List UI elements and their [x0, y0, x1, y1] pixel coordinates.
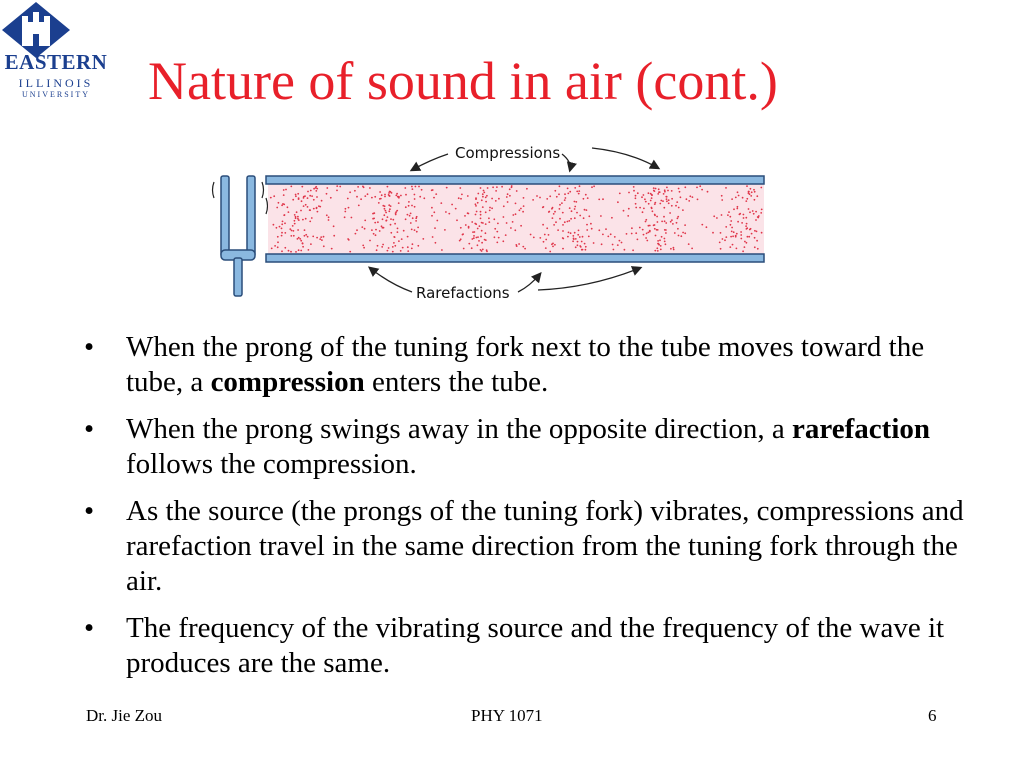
tube-top-wall	[266, 176, 764, 184]
bullet-item: • The frequency of the vibrating source and the frequency of the wave it produces are the same.	[84, 611, 964, 681]
air-column	[268, 184, 764, 254]
logo-subtitle-illinois: ILLINOIS	[18, 76, 94, 90]
footer-slide-number: 6	[928, 706, 937, 725]
footer-course: PHY 1071	[471, 706, 543, 725]
bullet-item: • When the prong swings away in the opposite direction, a rarefaction follows the compression.	[84, 412, 964, 482]
rarefactions-label: Rarefactions	[416, 284, 510, 302]
footer-author: Dr. Jie Zou	[86, 706, 163, 725]
bullet-list	[84, 330, 964, 693]
slide-title: Nature of sound in air (cont.)	[148, 51, 778, 111]
bullet-item: • When the prong of the tuning fork next to the tube moves toward the tube, a compression enters the tube.	[84, 330, 964, 400]
logo-subtitle-university: UNIVERSITY	[22, 90, 90, 99]
university-logo	[0, 0, 112, 110]
tuning-fork-icon	[221, 176, 255, 296]
bullet-item: • As the source (the prongs of the tuning fork) vibrates, compressions and rarefaction travel in the same direction from the tuning fork through the air.	[84, 494, 964, 599]
tube-bottom-wall	[266, 254, 764, 262]
tube-diagram	[200, 128, 780, 308]
sound-wave-figure	[200, 128, 780, 308]
logo-wordmark: EASTERN	[4, 50, 108, 74]
compressions-label: Compressions	[455, 144, 561, 162]
